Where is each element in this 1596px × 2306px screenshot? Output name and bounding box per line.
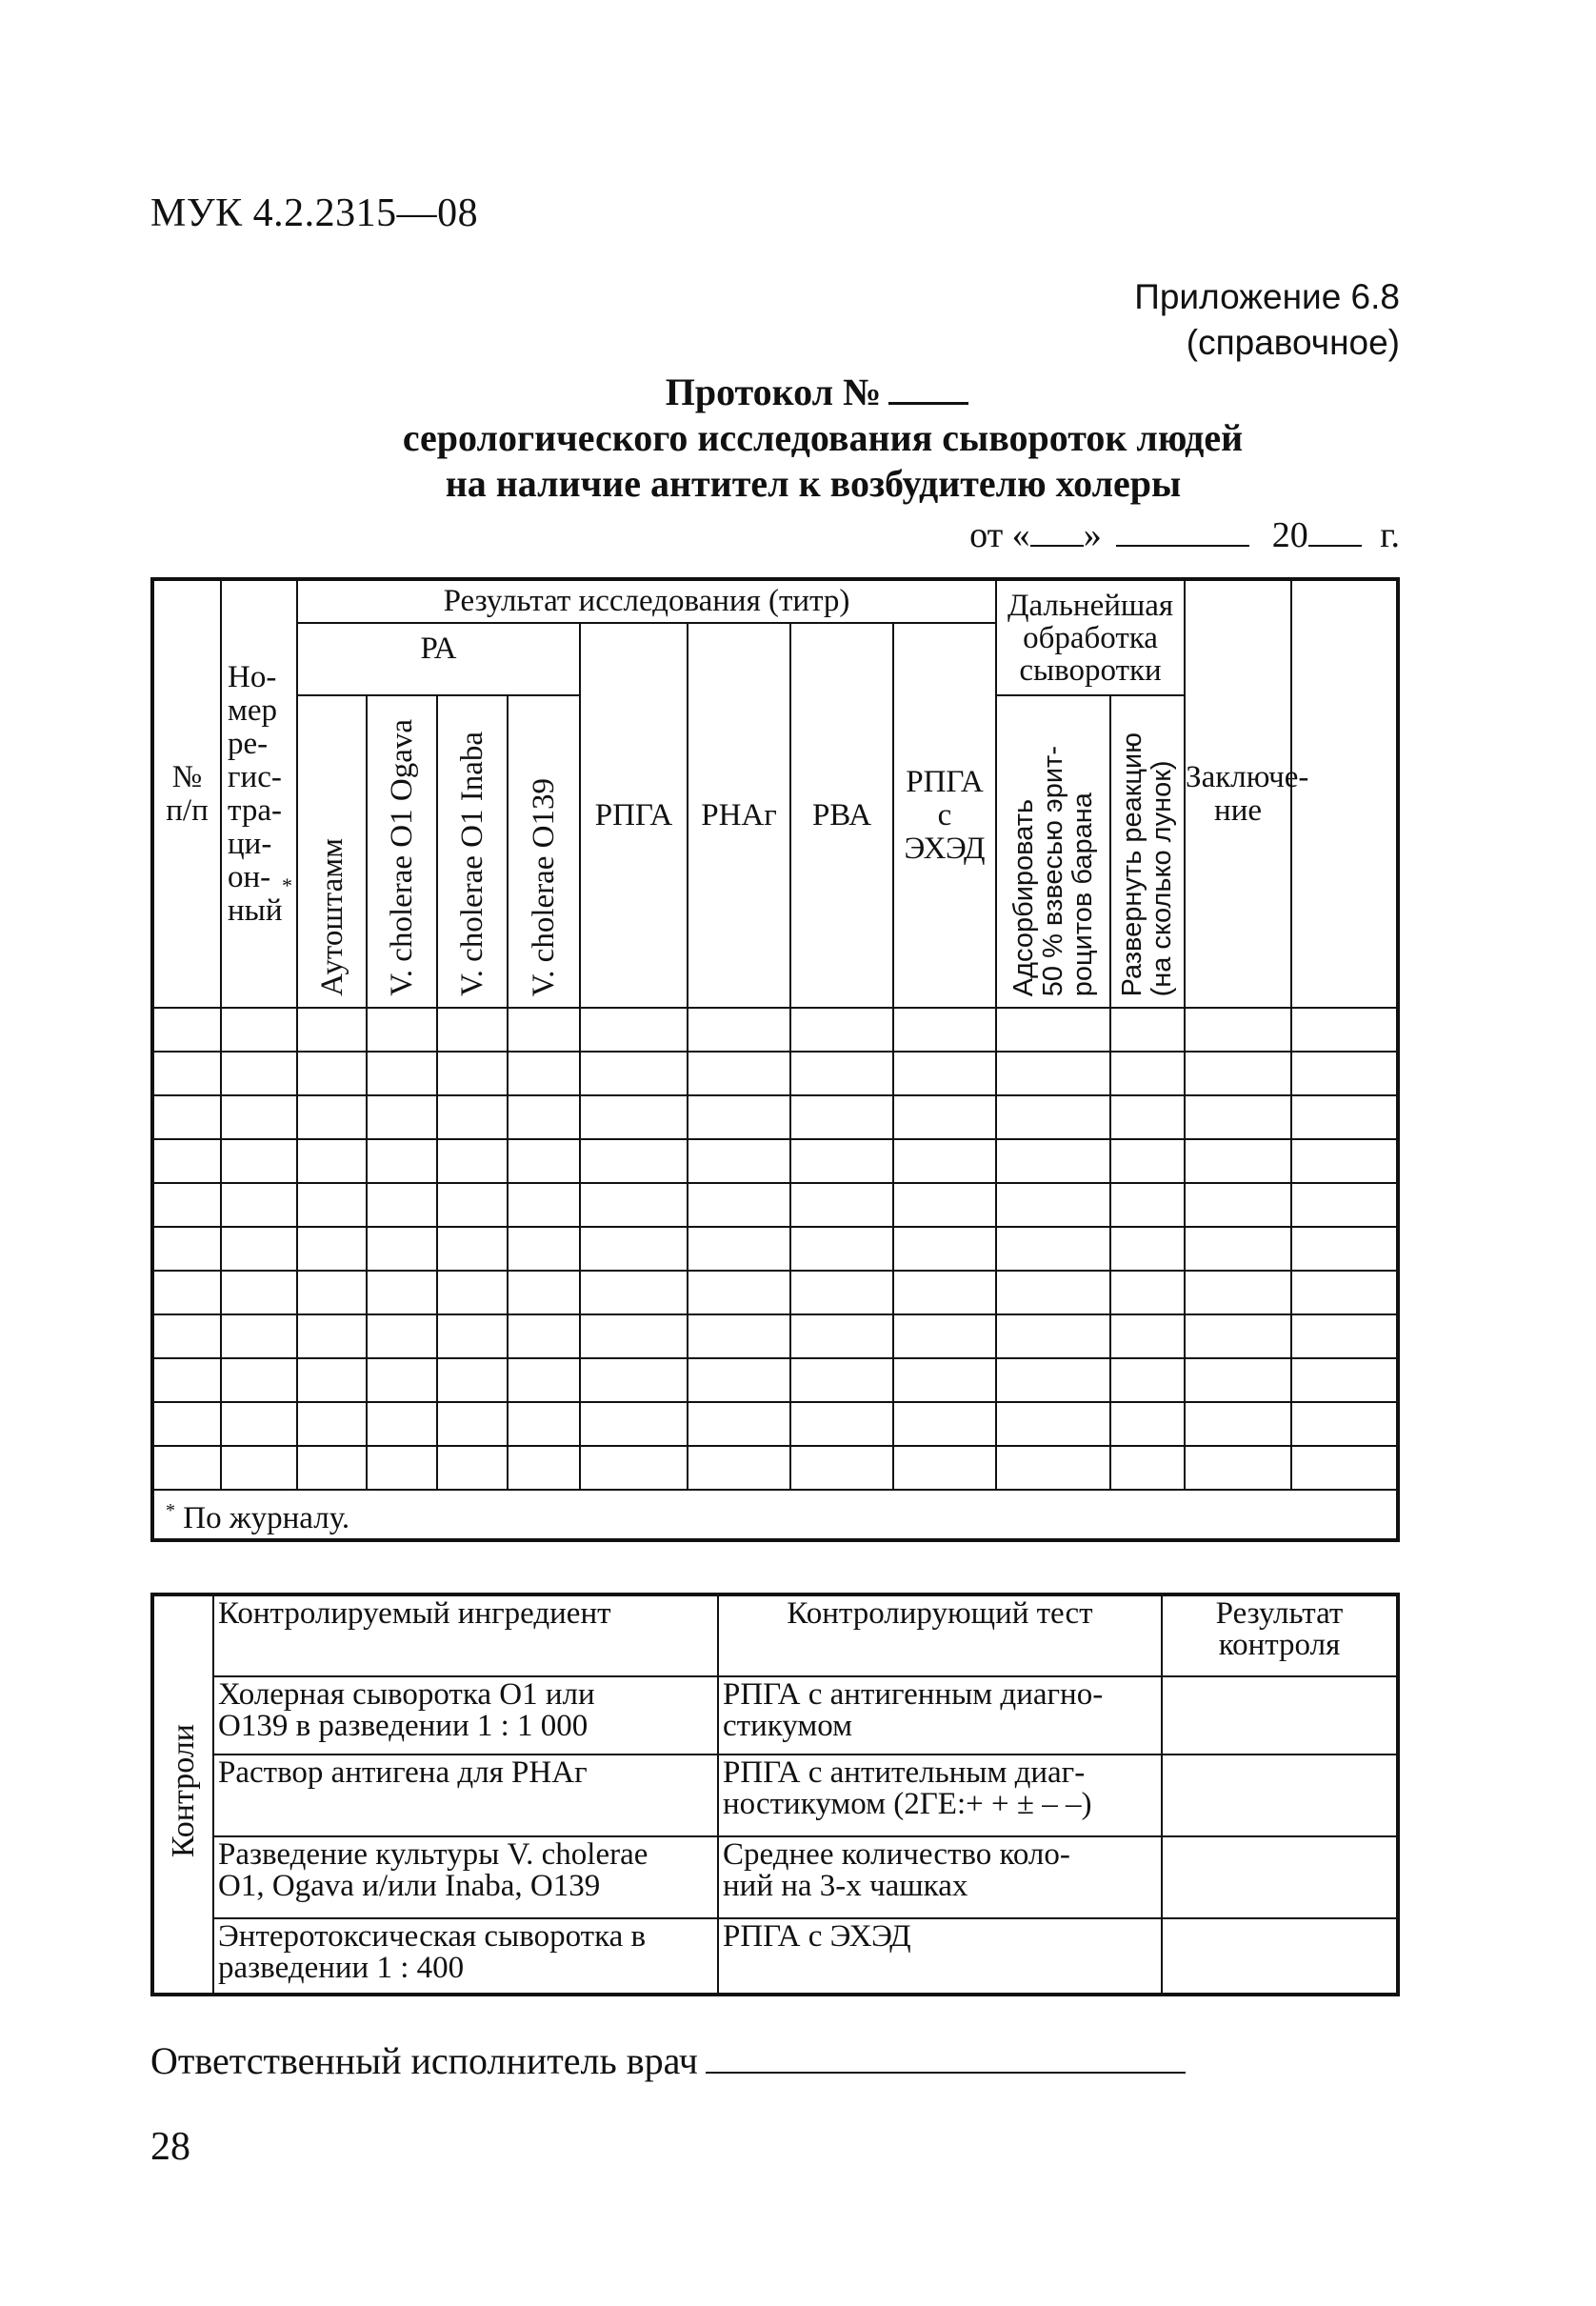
table-cell[interactable]: [688, 1446, 790, 1490]
protocol-title: [0, 370, 1596, 507]
table-cell[interactable]: [1185, 1139, 1291, 1183]
responsible-line: Ответственный исполнитель врач: [150, 2038, 1186, 2083]
table-cell[interactable]: [152, 1227, 221, 1271]
table-cell[interactable]: [893, 1227, 996, 1271]
table-row: [152, 1008, 1398, 1052]
table-cell[interactable]: [893, 1402, 996, 1446]
table-row: [152, 1271, 1398, 1314]
table-cell[interactable]: [1110, 1271, 1185, 1314]
table-cell[interactable]: [221, 1183, 297, 1227]
table-cell[interactable]: [580, 1402, 688, 1446]
table-cell[interactable]: [1291, 1314, 1398, 1358]
table-cell[interactable]: [790, 1139, 893, 1183]
table-row: [152, 1183, 1398, 1227]
table-cell[interactable]: [437, 1271, 508, 1314]
table-cell[interactable]: [893, 1052, 996, 1095]
appendix-label: [1134, 274, 1400, 366]
table-row: [152, 1052, 1398, 1095]
table-cell[interactable]: [1110, 1358, 1185, 1402]
header-inaba: V. cholerae O1 Inaba: [437, 695, 508, 1008]
table-cell[interactable]: [297, 1227, 367, 1271]
table-cell[interactable]: [893, 1095, 996, 1139]
header-rpga: РПГА: [580, 623, 688, 1008]
table-cell[interactable]: [221, 1095, 297, 1139]
table-cell[interactable]: [437, 1358, 508, 1402]
table-cell[interactable]: [580, 1008, 688, 1052]
table-cell[interactable]: [688, 1139, 790, 1183]
table-cell[interactable]: [580, 1446, 688, 1490]
table-cell[interactable]: [1291, 1402, 1398, 1446]
table-cell[interactable]: [1291, 1358, 1398, 1402]
table-cell[interactable]: [508, 1271, 580, 1314]
table-cell[interactable]: [580, 1052, 688, 1095]
table-cell[interactable]: [367, 1183, 437, 1227]
table-cell[interactable]: [996, 1227, 1110, 1271]
table-cell[interactable]: [508, 1314, 580, 1358]
table-cell[interactable]: [367, 1139, 437, 1183]
table-cell[interactable]: [580, 1095, 688, 1139]
title-line-2: серологического исследования сывороток людей: [402, 416, 1244, 459]
table-cell[interactable]: [152, 1095, 221, 1139]
table-cell[interactable]: [996, 1139, 1110, 1183]
table-cell[interactable]: [1185, 1446, 1291, 1490]
table-cell[interactable]: [1110, 1402, 1185, 1446]
table-cell[interactable]: [688, 1008, 790, 1052]
header-rpga-ehed: РПГА с ЭХЭД: [893, 623, 996, 1008]
table-cell[interactable]: [221, 1052, 297, 1095]
table-cell[interactable]: [996, 1271, 1110, 1314]
control-test: РПГА с антигенным диагно- стикумом: [718, 1676, 1162, 1755]
day-blank[interactable]: [1030, 516, 1084, 547]
table-cell[interactable]: [1110, 1183, 1185, 1227]
table-cell[interactable]: [437, 1227, 508, 1271]
table-cell[interactable]: [297, 1446, 367, 1490]
results-table: [150, 577, 1400, 1542]
table-cell[interactable]: [893, 1183, 996, 1227]
table-cell[interactable]: [297, 1183, 367, 1227]
table-cell[interactable]: [1291, 1139, 1398, 1183]
table-cell[interactable]: [1185, 1402, 1291, 1446]
protocol-number-blank[interactable]: [888, 371, 968, 405]
table-cell[interactable]: [1110, 1095, 1185, 1139]
header-expand-reaction: Развернуть реакцию (на сколько лунок): [1110, 695, 1185, 1008]
table-cell[interactable]: [893, 1008, 996, 1052]
table-row: [152, 1314, 1398, 1358]
table-cell[interactable]: [790, 1358, 893, 1402]
table-cell[interactable]: [152, 1358, 221, 1402]
control-result-cell[interactable]: [1162, 1676, 1398, 1755]
header-study-result: Результат исследования (титр): [297, 579, 996, 623]
table-cell[interactable]: [996, 1183, 1110, 1227]
table-cell[interactable]: [1110, 1052, 1185, 1095]
table-cell[interactable]: [1185, 1095, 1291, 1139]
footnote-marker: *: [282, 873, 292, 897]
table-cell[interactable]: [437, 1008, 508, 1052]
table-cell[interactable]: [580, 1314, 688, 1358]
header-row-number: № п/п: [152, 579, 221, 1008]
table-cell[interactable]: [508, 1052, 580, 1095]
signature-blank[interactable]: [706, 2039, 1186, 2074]
date-line: от « » 20 г.: [969, 515, 1400, 555]
table-cell[interactable]: [790, 1271, 893, 1314]
table-cell[interactable]: [221, 1314, 297, 1358]
controls-side-label: Контроли: [152, 1594, 213, 1995]
table-cell[interactable]: [996, 1314, 1110, 1358]
table-cell[interactable]: [367, 1314, 437, 1358]
control-result-cell[interactable]: [1162, 1836, 1398, 1918]
table-cell[interactable]: [437, 1314, 508, 1358]
table-cell[interactable]: [297, 1095, 367, 1139]
table-cell[interactable]: [893, 1271, 996, 1314]
table-cell[interactable]: [1185, 1358, 1291, 1402]
table-cell[interactable]: [152, 1271, 221, 1314]
table-cell[interactable]: [790, 1183, 893, 1227]
table-cell[interactable]: [367, 1008, 437, 1052]
table-cell[interactable]: [152, 1052, 221, 1095]
table-cell[interactable]: [580, 1183, 688, 1227]
table-cell[interactable]: [152, 1183, 221, 1227]
title-line-3: на наличие антител к возбудителю холеры: [445, 462, 1182, 505]
table-cell[interactable]: [893, 1358, 996, 1402]
table-cell[interactable]: [1185, 1271, 1291, 1314]
table-cell[interactable]: [221, 1358, 297, 1402]
table-cell[interactable]: [367, 1446, 437, 1490]
table-cell[interactable]: [1291, 1446, 1398, 1490]
document-code: МУК 4.2.2315—08: [150, 191, 479, 235]
table-cell[interactable]: [1110, 1008, 1185, 1052]
header-rnag: РНАг: [688, 623, 790, 1008]
table-cell[interactable]: [508, 1008, 580, 1052]
header-control-test: Контролирующий тест: [718, 1594, 1162, 1676]
header-autostrain: Аутоштамм: [297, 695, 367, 1008]
control-test: РПГА с антительным диаг- ностикумом (2ГЕ:+ + ± – –): [718, 1755, 1162, 1836]
table-cell[interactable]: [1291, 1008, 1398, 1052]
table-cell[interactable]: [367, 1402, 437, 1446]
table-row: [152, 1446, 1398, 1490]
table-cell[interactable]: [508, 1402, 580, 1446]
table-row: [152, 1139, 1398, 1183]
table-cell[interactable]: [1110, 1446, 1185, 1490]
header-registration-number: Но- мер ре- гис- тра- ци- он- ный *: [221, 579, 297, 1008]
table-cell[interactable]: [152, 1314, 221, 1358]
table-cell[interactable]: [297, 1008, 367, 1052]
control-result-cell[interactable]: [1162, 1755, 1398, 1836]
table-cell[interactable]: [367, 1052, 437, 1095]
table-cell[interactable]: [297, 1402, 367, 1446]
table-cell[interactable]: [221, 1008, 297, 1052]
table-cell[interactable]: [580, 1358, 688, 1402]
table-cell[interactable]: [508, 1227, 580, 1271]
table-cell[interactable]: [790, 1095, 893, 1139]
table-cell[interactable]: [367, 1227, 437, 1271]
header-control-result: Результат контроля: [1162, 1594, 1398, 1676]
table-cell[interactable]: [688, 1183, 790, 1227]
table-cell[interactable]: [1110, 1227, 1185, 1271]
table-row: [152, 1227, 1398, 1271]
table-cell[interactable]: [221, 1227, 297, 1271]
table-cell[interactable]: [1185, 1314, 1291, 1358]
table-cell[interactable]: [790, 1227, 893, 1271]
table-cell[interactable]: [437, 1446, 508, 1490]
appendix-number: Приложение 6.8: [1134, 277, 1400, 316]
table-cell[interactable]: [688, 1227, 790, 1271]
table-cell[interactable]: [790, 1008, 893, 1052]
table-cell[interactable]: [996, 1052, 1110, 1095]
table-row: [152, 1402, 1398, 1446]
header-ra: РА: [297, 623, 580, 695]
table-cell[interactable]: [367, 1095, 437, 1139]
table-cell[interactable]: [580, 1271, 688, 1314]
table-row: [152, 1358, 1398, 1402]
table-cell[interactable]: [996, 1358, 1110, 1402]
table-cell[interactable]: [1110, 1139, 1185, 1183]
control-ingredient: Холерная сыворотка O1 или O139 в разведении 1 : 1 000: [213, 1676, 718, 1755]
table-cell[interactable]: [1291, 1227, 1398, 1271]
year-blank[interactable]: [1308, 516, 1362, 547]
table-cell[interactable]: [790, 1052, 893, 1095]
table-cell[interactable]: [221, 1271, 297, 1314]
table-cell[interactable]: [297, 1358, 367, 1402]
table-cell[interactable]: [790, 1446, 893, 1490]
table-cell[interactable]: [297, 1271, 367, 1314]
footnote: * По журналу.: [152, 1490, 1398, 1540]
table-cell[interactable]: [893, 1314, 996, 1358]
header-rva: РВА: [790, 623, 893, 1008]
table-cell[interactable]: [893, 1139, 996, 1183]
control-table: [150, 1593, 1400, 1996]
table-cell[interactable]: [152, 1008, 221, 1052]
table-cell[interactable]: [508, 1139, 580, 1183]
control-result-cell[interactable]: [1162, 1918, 1398, 1995]
table-cell[interactable]: [152, 1139, 221, 1183]
table-cell[interactable]: [437, 1052, 508, 1095]
table-cell[interactable]: [437, 1402, 508, 1446]
table-cell[interactable]: [367, 1358, 437, 1402]
table-cell[interactable]: [1291, 1052, 1398, 1095]
control-ingredient: Энтеротоксическая сыворотка в разведении 1 : 400: [213, 1918, 718, 1995]
page-number: 28: [150, 2125, 190, 2169]
control-ingredient: Разведение культуры V. cholerae O1, Ogava и/или Inaba, O139: [213, 1836, 718, 1918]
table-cell[interactable]: [996, 1095, 1110, 1139]
header-adsorb: Адсорбировать 50 % взвесью эрит- роцитов барана: [996, 695, 1110, 1008]
table-cell[interactable]: [508, 1446, 580, 1490]
table-cell[interactable]: [790, 1402, 893, 1446]
table-cell[interactable]: [688, 1358, 790, 1402]
table-cell[interactable]: [688, 1402, 790, 1446]
table-cell[interactable]: [688, 1314, 790, 1358]
table-row: [152, 1095, 1398, 1139]
table-cell[interactable]: [221, 1446, 297, 1490]
header-controlled-ingredient: Контролируемый ингредиент: [213, 1594, 718, 1676]
table-cell[interactable]: [893, 1446, 996, 1490]
table-cell[interactable]: [996, 1402, 1110, 1446]
table-cell[interactable]: [996, 1008, 1110, 1052]
table-cell[interactable]: [152, 1446, 221, 1490]
header-ogava: V. cholerae O1 Ogava: [367, 695, 437, 1008]
table-cell[interactable]: [437, 1183, 508, 1227]
table-cell[interactable]: [688, 1271, 790, 1314]
table-cell[interactable]: [508, 1095, 580, 1139]
month-blank[interactable]: [1116, 516, 1249, 547]
table-cell[interactable]: [508, 1183, 580, 1227]
appendix-type: (справочное): [1186, 323, 1400, 362]
table-cell[interactable]: [152, 1402, 221, 1446]
table-cell[interactable]: [508, 1358, 580, 1402]
table-cell[interactable]: [996, 1446, 1110, 1490]
table-cell[interactable]: [297, 1314, 367, 1358]
table-cell[interactable]: [221, 1139, 297, 1183]
table-cell[interactable]: [790, 1314, 893, 1358]
table-cell[interactable]: [580, 1227, 688, 1271]
table-cell[interactable]: [1185, 1183, 1291, 1227]
title-line-1: Протокол №: [0, 370, 1596, 415]
table-cell[interactable]: [367, 1271, 437, 1314]
table-cell[interactable]: [1185, 1052, 1291, 1095]
table-cell[interactable]: [1291, 1271, 1398, 1314]
table-cell[interactable]: [221, 1402, 297, 1446]
table-cell[interactable]: [1185, 1008, 1291, 1052]
table-cell[interactable]: [297, 1052, 367, 1095]
control-ingredient: Раствор антигена для РНАг: [213, 1755, 718, 1836]
header-o139: V. cholerae O139: [508, 695, 580, 1008]
header-further-processing: Дальнейшая обработка сыворотки: [996, 579, 1185, 695]
control-test: РПГА с ЭХЭД: [718, 1918, 1162, 1995]
table-cell[interactable]: [437, 1095, 508, 1139]
table-cell[interactable]: [580, 1139, 688, 1183]
table-cell[interactable]: [1291, 1095, 1398, 1139]
header-conclusion: Заключе- ние: [1185, 579, 1291, 1008]
table-cell[interactable]: [437, 1139, 508, 1183]
table-cell[interactable]: [1291, 1183, 1398, 1227]
table-cell[interactable]: [688, 1095, 790, 1139]
table-cell[interactable]: [1110, 1314, 1185, 1358]
table-cell[interactable]: [1185, 1227, 1291, 1271]
control-test: Среднее количество коло- ний на 3-х чашках: [718, 1836, 1162, 1918]
table-cell[interactable]: [297, 1139, 367, 1183]
table-cell[interactable]: [688, 1052, 790, 1095]
